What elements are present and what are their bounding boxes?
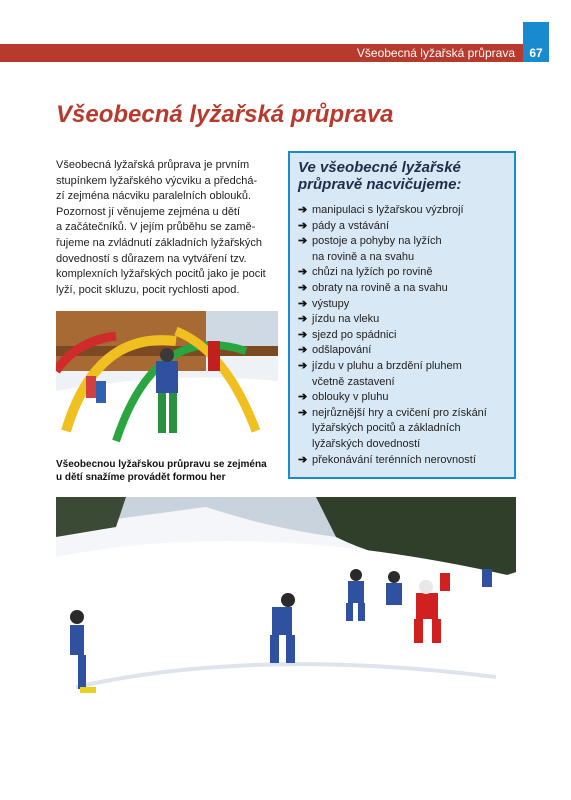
list-item <box>298 343 506 359</box>
list-item-text: včetně zastavení <box>312 375 395 388</box>
list-item <box>298 390 506 406</box>
list-item <box>298 328 506 344</box>
list-item-text: na rovině a na svahu <box>312 250 415 263</box>
page-number-box <box>523 22 549 62</box>
intro-paragraph <box>56 158 278 298</box>
list-item-text: jízdu v pluhu a brzdění pluhem <box>312 359 462 372</box>
list-item <box>298 359 506 390</box>
list-item-text: nejrůznější hry a cvičení pro získání <box>312 406 487 419</box>
arrow-right-icon: ➔ <box>298 235 308 248</box>
info-box-heading <box>298 159 506 193</box>
arrow-right-icon: ➔ <box>298 406 308 419</box>
heading-line: průpravě nacvičujeme: <box>298 176 462 193</box>
skills-list <box>298 203 506 468</box>
list-item <box>298 265 506 281</box>
arrow-right-icon: ➔ <box>298 328 308 341</box>
caption-line: Všeobecnou lyžařskou průpravu se zejména <box>56 459 267 470</box>
skills-info-box <box>288 151 516 479</box>
arrow-right-icon: ➔ <box>298 281 308 294</box>
intro-line: dovedností s důrazem na vytváření tzv. <box>56 252 247 265</box>
list-item-text: postoje a pohyby na lyžích <box>312 235 442 248</box>
list-item-text: odšlapování <box>312 344 372 357</box>
intro-line: Všeobecná lyžařská průprava je prvním <box>56 159 250 171</box>
photo-kids-ski-games <box>56 311 278 452</box>
arrow-right-icon: ➔ <box>298 266 308 279</box>
page-number: 67 <box>529 46 543 60</box>
arrow-right-icon: ➔ <box>298 453 308 466</box>
list-item-text: pády a vstávání <box>312 219 390 232</box>
list-item <box>298 281 506 297</box>
list-item <box>298 312 506 328</box>
photo-caption <box>56 458 278 484</box>
list-item-text: překonávání terénních nerovností <box>312 453 476 466</box>
list-item-text: oblouky v pluhu <box>312 391 389 404</box>
intro-line: komplexních lyžařských pocitů jako je pocit <box>56 268 266 281</box>
list-item <box>298 219 506 235</box>
list-item <box>298 203 506 219</box>
arrow-right-icon: ➔ <box>298 344 308 357</box>
intro-line: a začátečníků. V jejím průběhu se zamě- <box>56 221 256 234</box>
arrow-right-icon: ➔ <box>298 313 308 326</box>
caption-line: u dětí snažíme provádět formou her <box>56 472 226 483</box>
list-item <box>298 453 506 469</box>
arrow-right-icon: ➔ <box>298 359 308 372</box>
intro-line: Pozornost jí věnujeme zejména u dětí <box>56 205 241 218</box>
intro-line: stupínkem lyžařského výcviku a předchá- <box>56 174 258 187</box>
list-item-text: lyžařských dovedností <box>312 437 421 450</box>
intro-line: zí zejména nácviku paralelních oblouků. <box>56 190 252 203</box>
running-title: Všeobecná lyžařská průprava <box>356 46 515 60</box>
list-item-text: jízdu na vleku <box>312 313 380 326</box>
page-title: Všeobecná lyžařská průprava <box>56 101 394 128</box>
list-item-text: sjezd po spádnici <box>312 328 397 341</box>
list-item-text: obraty na rovině a na svahu <box>312 281 448 294</box>
arrow-right-icon: ➔ <box>298 204 308 216</box>
arrow-right-icon: ➔ <box>298 297 308 310</box>
intro-line: lyží, pocit skluzu, pocit rychlosti apod. <box>56 283 240 296</box>
arrow-right-icon: ➔ <box>298 219 308 232</box>
arrow-right-icon: ➔ <box>298 391 308 404</box>
list-item <box>298 234 506 265</box>
list-item-text: lyžařských pocitů a základních <box>312 422 461 435</box>
intro-line: řujeme na zvládnutí základních lyžařských <box>56 236 263 249</box>
list-item <box>298 406 506 453</box>
list-item <box>298 297 506 313</box>
list-item-text: chůzi na lyžích po rovině <box>312 266 433 279</box>
list-item-text: manipulaci s lyžařskou výzbrojí <box>312 204 464 216</box>
list-item-text: výstupy <box>312 297 350 310</box>
heading-line: Ve všeobecné lyžařské <box>298 159 461 176</box>
photo-children-skiing-slope <box>56 497 516 726</box>
